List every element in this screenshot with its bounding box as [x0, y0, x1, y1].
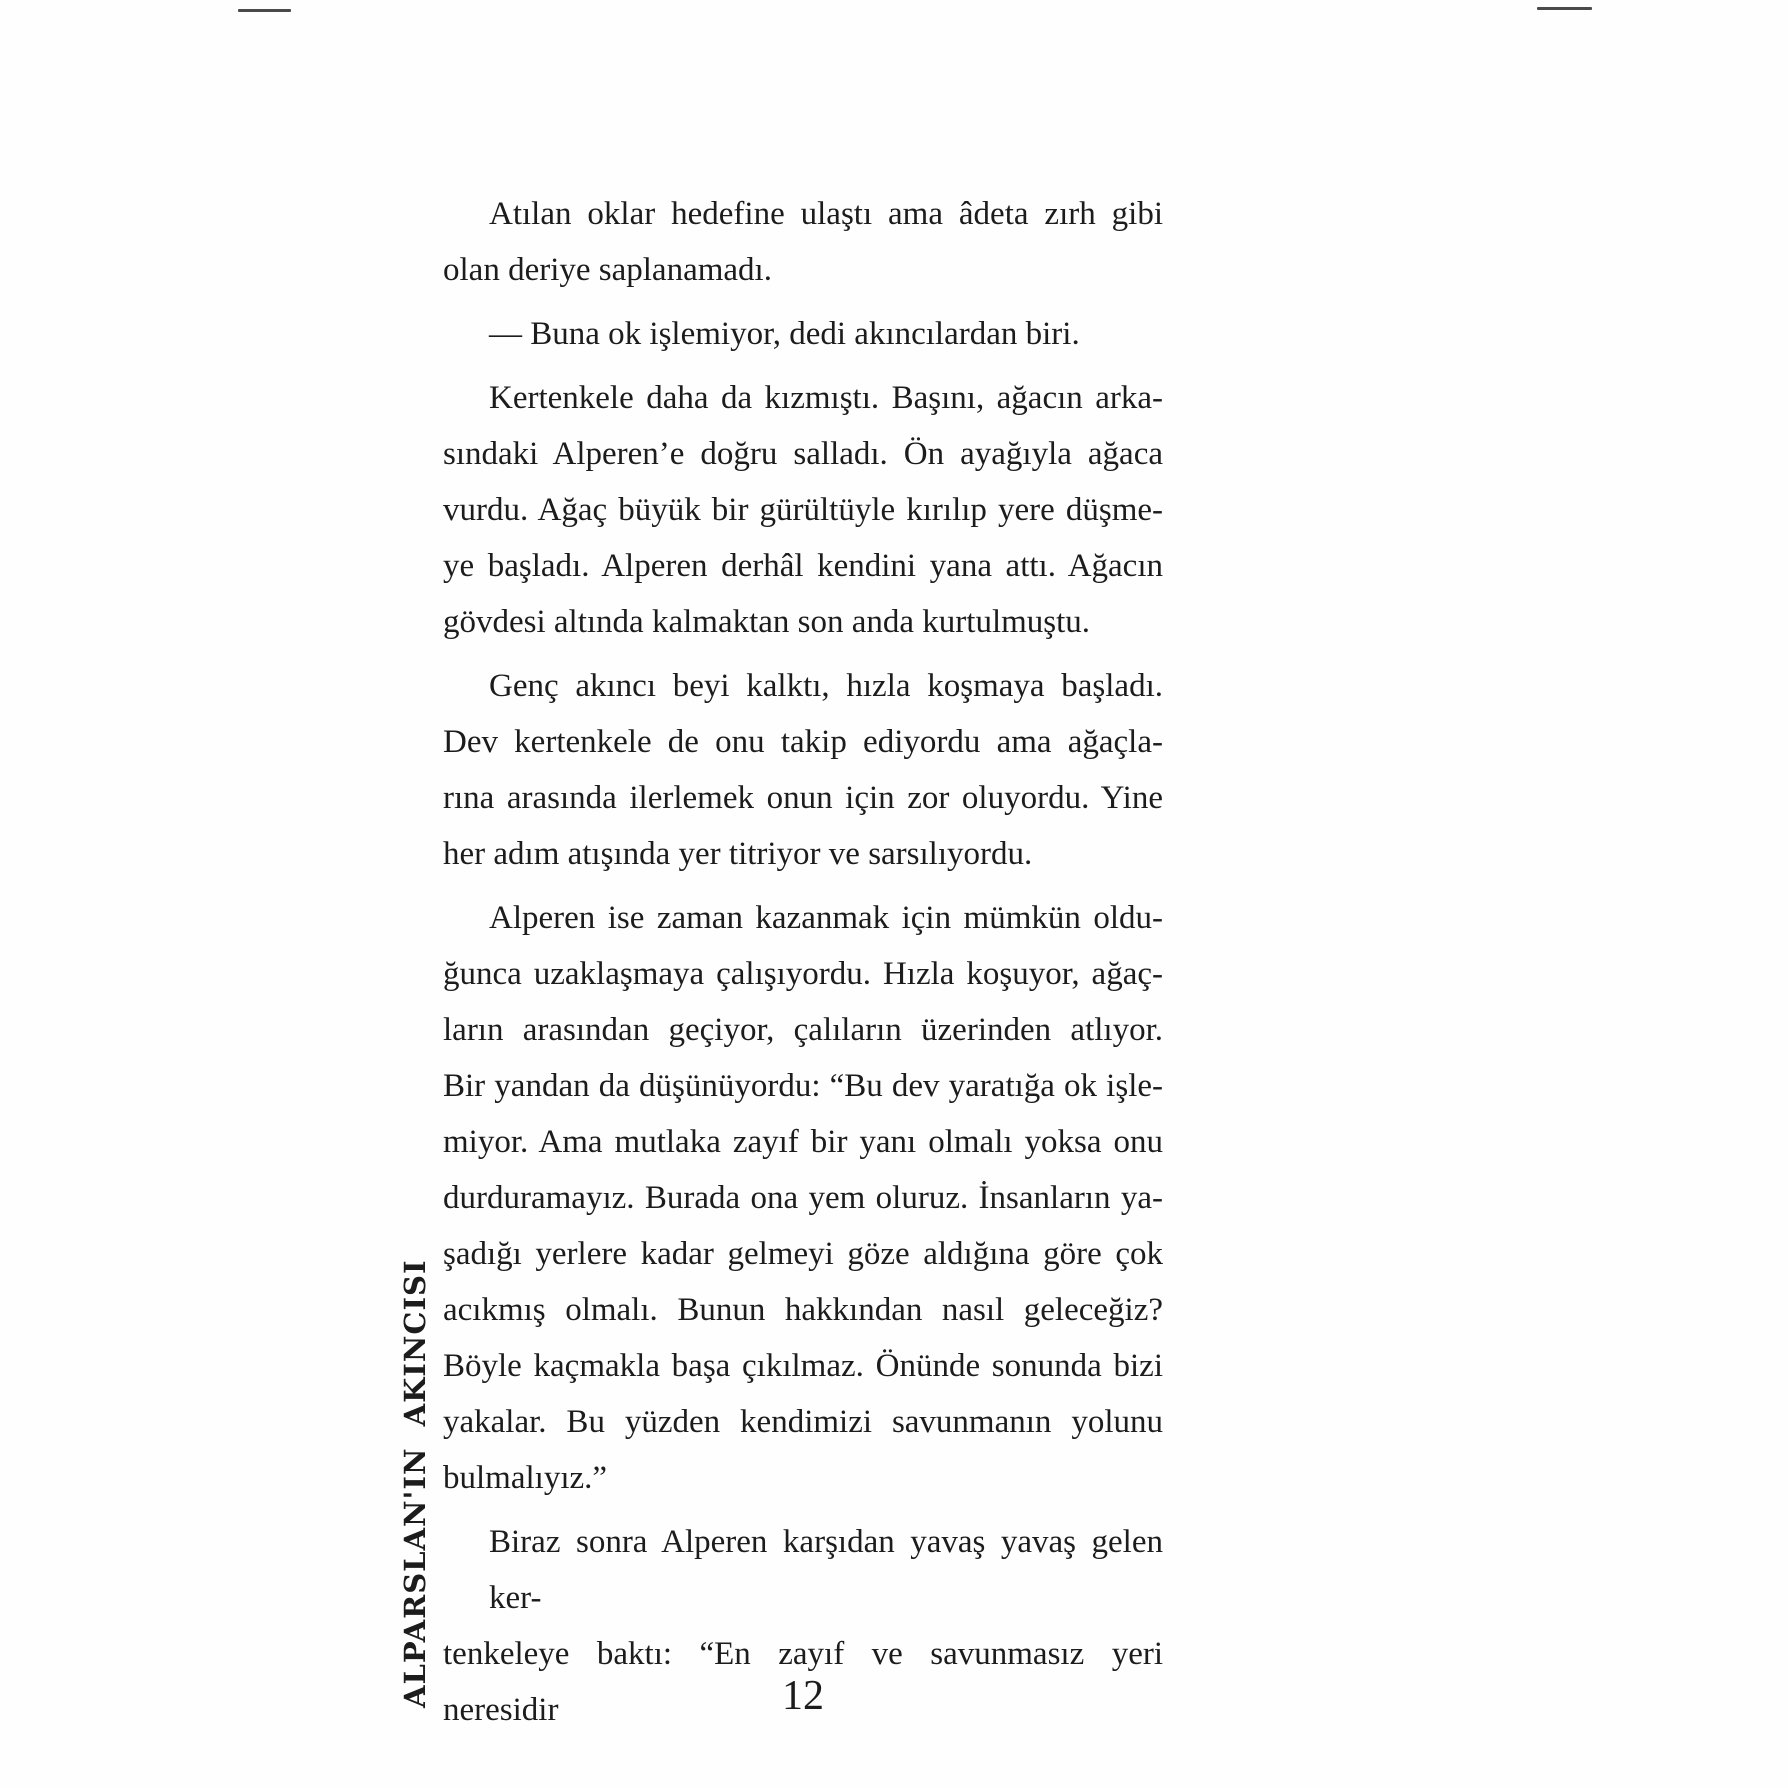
paragraph [443, 306, 1163, 362]
paragraph [443, 370, 1163, 650]
spine-title: ALPARSLAN'IN AKINCISI [398, 1259, 432, 1708]
text-line: rına arasında ilerlemek onun için zor oluyordu. Yine [443, 780, 1163, 816]
text-line: Kertenkele daha da kızmıştı. Başını, ağacın arka- [489, 380, 1163, 416]
text-line: sındaki Alperen’e doğru salladı. Ön ayağıyla ağaca [443, 436, 1163, 472]
page-number: 12 [782, 1673, 824, 1719]
paragraph [443, 186, 1163, 298]
text-line: Atılan oklar hedefine ulaştı ama âdeta zırh gibi [489, 196, 1163, 232]
text-line: her adım atışında yer titriyor ve sarsılıyordu. [443, 836, 1033, 872]
text-line: bulmalıyız.” [443, 1460, 608, 1496]
text-line: şadığı yerlere kadar gelmeyi göze aldığına göre çok [443, 1236, 1163, 1272]
paragraph [443, 890, 1163, 1506]
text-line: vurdu. Ağaç büyük bir gürültüyle kırılıp yere düşme- [443, 492, 1163, 528]
text-line: Alperen ise zaman kazanmak için mümkün oldu- [489, 900, 1163, 936]
text-line: miyor. Ama mutlaka zayıf bir yanı olmalı yoksa onu [443, 1124, 1163, 1160]
text-line: Dev kertenkele de onu takip ediyordu ama ağaçla- [443, 724, 1163, 760]
text-line: Biraz sonra Alperen karşıdan yavaş yavaş gelen ker- [489, 1524, 1163, 1616]
crop-mark-left-icon [238, 9, 291, 12]
text-block [443, 186, 1163, 1746]
paragraph [443, 658, 1163, 882]
text-line: Genç akıncı beyi kalktı, hızla koşmaya başladı. [489, 668, 1163, 704]
text-line: tenkeleye baktı: “En zayıf ve savunmasız yeri neresidir [443, 1636, 1163, 1728]
text-line: Bir yandan da düşünüyordu: “Bu dev yaratığa ok işle- [443, 1068, 1163, 1104]
text-line: durduramayız. Burada ona yem oluruz. İnsanların ya- [443, 1180, 1163, 1216]
text-line: olan deriye saplanamadı. [443, 252, 772, 288]
text-line: Böyle kaçmakla başa çıkılmaz. Önünde sonunda bizi [443, 1348, 1163, 1384]
text-line: yakalar. Bu yüzden kendimizi savunmanın yolunu [443, 1404, 1163, 1440]
crop-mark-right-icon [1537, 7, 1592, 10]
text-line: ların arasından geçiyor, çalıların üzerinden atlıyor. [443, 1012, 1163, 1048]
text-line: gövdesi altında kalmaktan son anda kurtulmuştu. [443, 604, 1091, 640]
text-line: — Buna ok işlemiyor, dedi akıncılardan biri. [489, 316, 1080, 352]
text-line: ğunca uzaklaşmaya çalışıyordu. Hızla koşuyor, ağaç- [443, 956, 1163, 992]
text-line: ye başladı. Alperen derhâl kendini yana attı. Ağacın [443, 548, 1163, 584]
text-line: acıkmış olmalı. Bunun hakkından nasıl geleceğiz? [443, 1292, 1163, 1328]
